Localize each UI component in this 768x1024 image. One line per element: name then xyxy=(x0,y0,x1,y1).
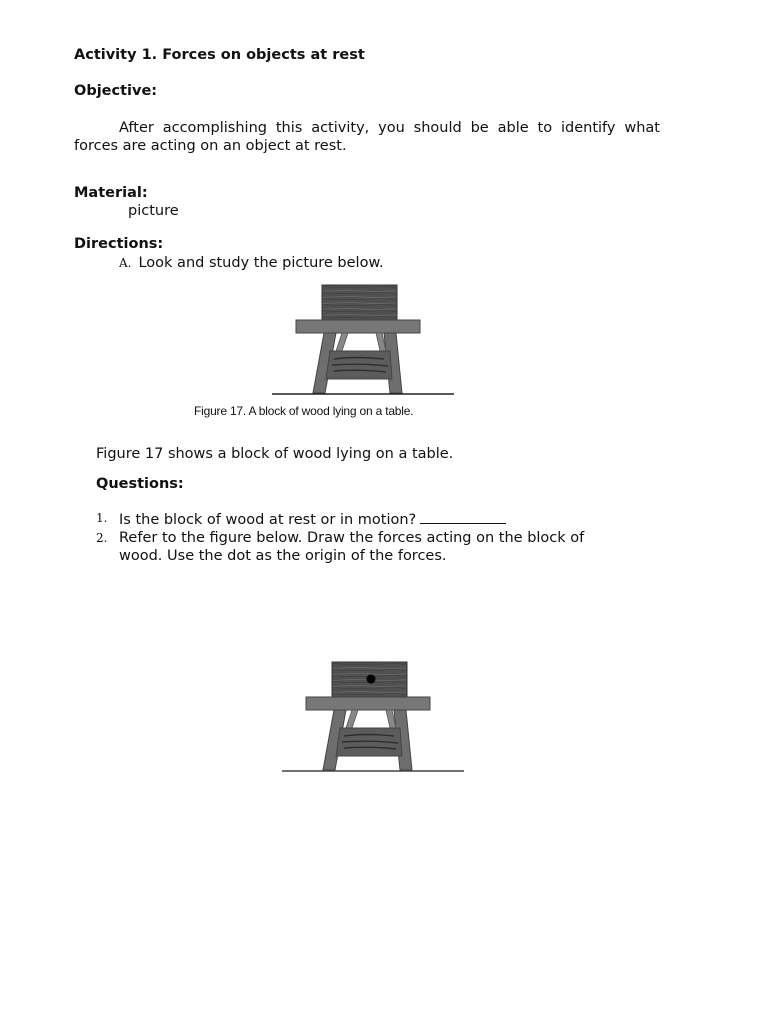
direction-item-a xyxy=(119,255,384,271)
question-item xyxy=(96,509,616,529)
question-item xyxy=(96,529,616,565)
table-top xyxy=(306,697,430,710)
table-leg-inner-left xyxy=(346,710,358,728)
direction-text: Look and study the picture below. xyxy=(138,255,384,271)
force-diagram-table-illustration xyxy=(282,660,466,774)
question-number: 1. xyxy=(96,511,108,525)
question-text: Refer to the figure below. Draw the forces acting on the block of wood. Use the dot as the origin of the forces. xyxy=(119,530,585,564)
direction-marker: A. xyxy=(119,256,132,270)
figure-caption: Figure 17. A block of wood lying on a table. xyxy=(194,404,414,418)
activity-title: Activity 1. Forces on objects at rest xyxy=(74,47,365,63)
material-item: picture xyxy=(128,203,179,219)
questions-heading: Questions: xyxy=(96,476,184,492)
directions-heading: Directions: xyxy=(74,236,164,252)
question-number: 2. xyxy=(96,531,108,545)
questions-list xyxy=(96,509,616,565)
question-text: Is the block of wood at rest or in motion? xyxy=(119,512,417,528)
objective-text: After accomplishing this activity, you should be able to identify what forces are acting on an object at rest. xyxy=(74,120,660,154)
table-top xyxy=(296,320,420,333)
figure-description: Figure 17 shows a block of wood lying on a table. xyxy=(96,446,454,462)
wood-block xyxy=(322,285,397,320)
figure-17-table-illustration xyxy=(272,283,456,397)
force-origin-dot[interactable] xyxy=(367,675,376,684)
answer-blank[interactable] xyxy=(420,509,506,524)
objective-heading: Objective: xyxy=(74,83,158,99)
material-heading: Material: xyxy=(74,185,148,201)
table-leg-inner-left xyxy=(336,333,348,351)
